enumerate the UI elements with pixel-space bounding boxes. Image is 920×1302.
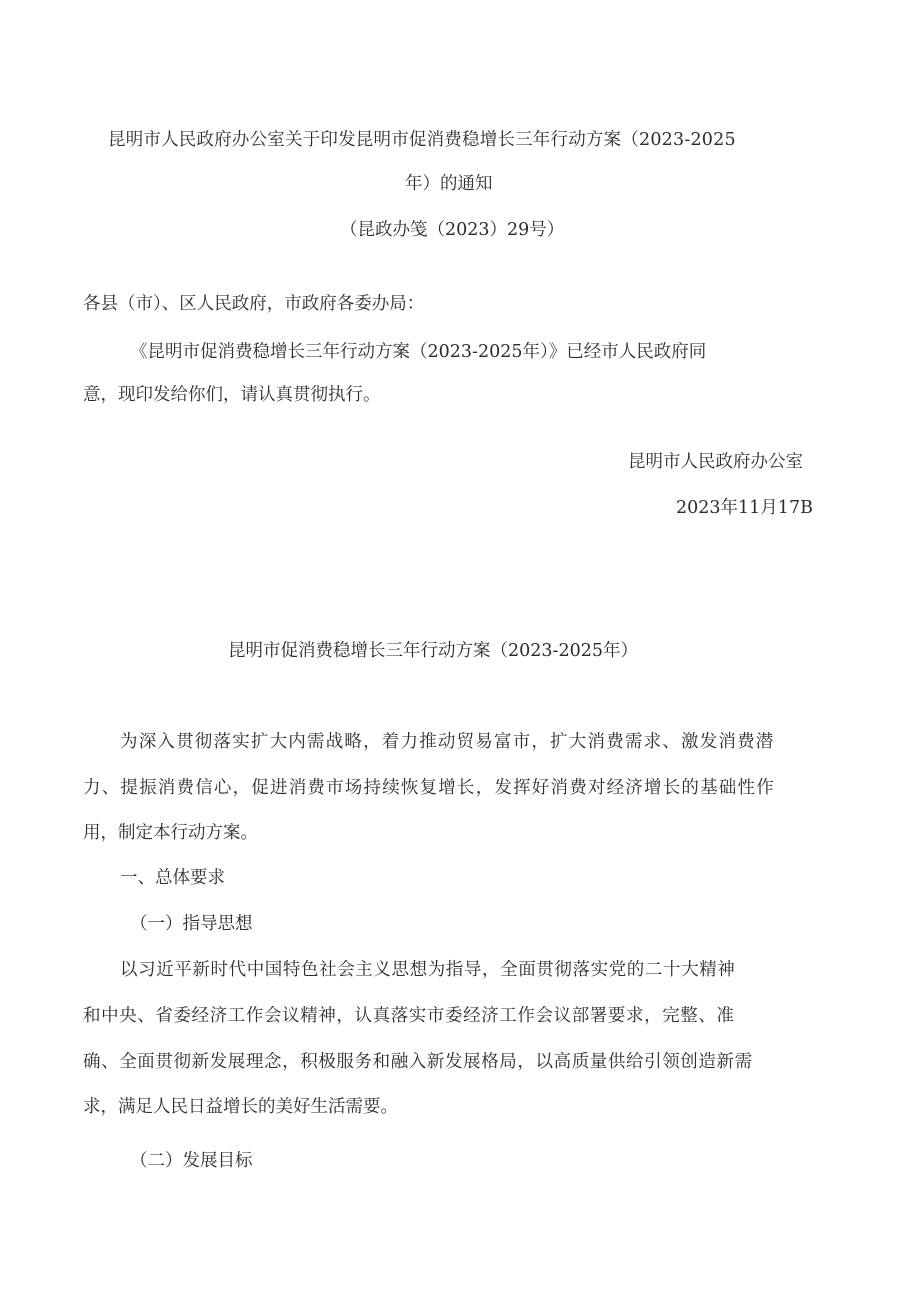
guide-line-4: 求，满足人民日益增长的美好生活需要。 — [83, 1097, 398, 1117]
intro-line-2: 力、提振消费信心，促进消费市场持续恢复增长，发挥好消费对经济增长的基础性作 — [83, 778, 775, 798]
addressee: 各县（市）、区人民政府，市政府各委办局： — [83, 294, 425, 314]
intro-line-1: 为深入贯彻落实扩大内需战略，着力推动贸易富市，扩大消费需求、激发消费潜 — [120, 732, 775, 752]
notice-body-line-2: 意，现印发给你们，请认真贯彻执行。 — [83, 385, 381, 405]
intro-line-3: 用，制定本行动方案。 — [83, 823, 258, 843]
issue-date: 2023年11月17B — [676, 498, 813, 518]
guide-line-1: 以习近平新时代中国特色社会主义思想为指导，全面贯彻落实党的二十大精神 — [120, 960, 736, 980]
guide-line-3: 确、全面贯彻新发展理念，积极服务和融入新发展格局，以高质量供给引领创造新需 — [83, 1052, 753, 1072]
guide-line-2: 和中央、省委经济工作会议精神，认真落实市委经济工作会议部署要求，完整、准 — [83, 1006, 735, 1026]
plan-title: 昆明市促消费稳增长三年行动方案（2023-2025年） — [228, 641, 638, 661]
subsection-heading: （一）指导思想 — [130, 914, 253, 934]
notice-title-line-2: 年）的通知 — [405, 174, 493, 194]
subsection-heading: （二）发展目标 — [130, 1151, 253, 1171]
document-number: （昆政办笺（2023）29号） — [340, 220, 565, 240]
section-heading: 一、总体要求 — [120, 868, 225, 888]
notice-body-line-1: 《昆明市促消费稳增长三年行动方案（2023-2025年）》已经市人民政府同 — [130, 342, 707, 362]
signer: 昆明市人民政府办公室 — [628, 452, 803, 472]
notice-title-line-1: 昆明市人民政府办公室关于印发昆明市促消费稳增长三年行动方案（2023-2025 — [108, 130, 736, 150]
